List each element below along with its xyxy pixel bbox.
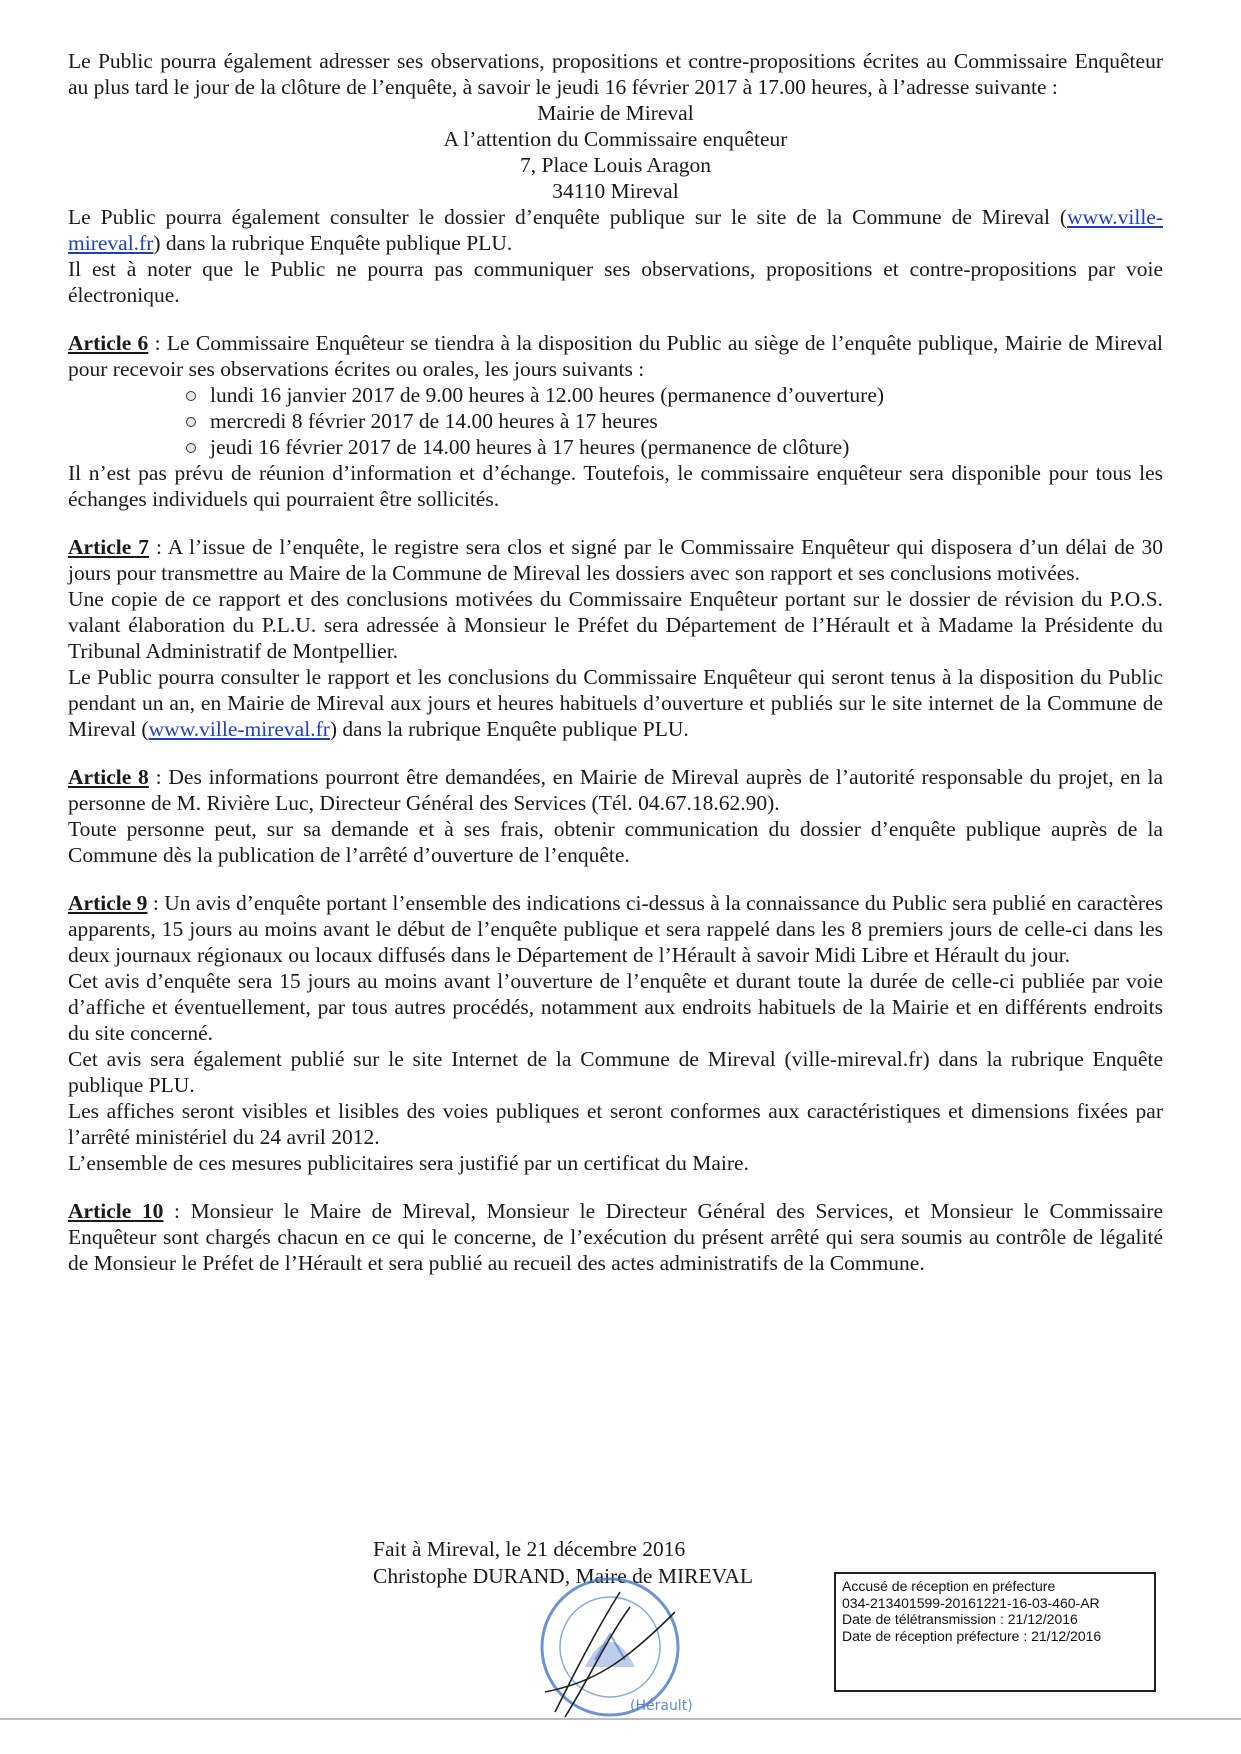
receipt-line-1: Accusé de réception en préfecture (842, 1578, 1056, 1594)
address-line-4: 34110 Mireval (552, 179, 679, 203)
consult-paragraph (68, 204, 1163, 256)
place-date: Fait à Mireval, le 21 décembre 2016 (373, 1537, 686, 1561)
bullet-icon (186, 443, 196, 453)
article-9-p3: Cet avis sera également publié sur le site Internet de la Commune de Mireval (ville-mireval.fr) dans la rubrique Enquête publique PLU. (68, 1047, 1163, 1097)
article-9-p5: L’ensemble de ces mesures publicitaires sera justifié par un certificat du Maire. (68, 1151, 749, 1175)
bullet-icon (186, 417, 196, 427)
receipt-line-4: Date de réception préfecture : 21/12/2016 (842, 1627, 1102, 1644)
bullet-icon (186, 391, 196, 401)
article-8-text: : Des informations pourront être demandées, en Mairie de Mireval auprès de l’autorité responsable du projet, en la personne de M. Rivière Luc, Directeur Général des Services (Tél. 04.67.18.62.90). (68, 765, 1163, 815)
signer-name: Christophe DURAND, Maire de MIREVAL (373, 1564, 753, 1588)
article-8-title: Article 8 (68, 765, 149, 789)
article-9-title: Article 9 (68, 891, 148, 915)
list-item (186, 434, 1163, 460)
article-10-paragraph (68, 1198, 1163, 1276)
consult-text-before: Le Public pourra également consulter le dossier d’enquête publique sur le site de la Commune de Mireval ( (68, 205, 1068, 229)
spacer (68, 868, 1163, 890)
article-7-title: Article 7 (68, 535, 149, 559)
article-9-paragraph (68, 890, 1163, 968)
article-7-paragraph (68, 534, 1163, 586)
article-9-text: : Un avis d’enquête portant l’ensemble des indications ci-dessus à la connaissance du Public sera publié en caractères apparents, 15 jours au moins avant le début de l’enquête publique et sera rappelé dans les 8 premiers jours de celle-ci dans les deux journaux régionaux ou locaux diffusés dans le Département de l’Hérault à savoir Midi Libre et Hérault du jour. (68, 891, 1163, 967)
article-10-title: Article 10 (68, 1199, 164, 1223)
article-9-p4: Les affiches seront visibles et lisibles des voies publiques et seront conformes aux caractéristiques et dimensions fixées par l’arrêté ministériel du 24 avril 2012. (68, 1099, 1163, 1149)
address-block (68, 100, 1163, 204)
consult-text-after: ) dans la rubrique Enquête publique PLU. (153, 231, 513, 255)
article-7-p2: Une copie de ce rapport et des conclusions motivées du Commissaire Enquêteur portant sur le dossier de révision du P.O.S. valant élaboration du P.L.U. sera adressée à Monsieur le Préfet du Département de l’Hérault et à Madame la Présidente du Tribunal Administratif de Montpellier. (68, 587, 1163, 663)
article-7-p3-before: Le Public pourra consulter le rapport et les conclusions du Commissaire Enquêteur qui seront tenus à la disposition du Public pendant un an, en Mairie de Mireval aux jours et heures habituels d’ouverture et publiés sur le site internet de la Commune de Mireval ( (68, 665, 1163, 741)
article-6-title: Article 6 (68, 331, 149, 355)
article-7-p3-after: ) dans la rubrique Enquête publique PLU. (329, 717, 689, 741)
page-bottom-rule (0, 1718, 1241, 1720)
list-item (186, 408, 1163, 434)
permanence-day-2: mercredi 8 février 2017 de 14.00 heures à 17 heures (210, 409, 658, 433)
website-link-2[interactable]: www.ville-mireval.fr (148, 717, 330, 741)
article-7-text: : A l’issue de l’enquête, le registre sera clos et signé par le Commissaire Enquêteur qui disposera d’un délai de 30 jours pour transmettre au Maire de la Commune de Mireval les dossiers avec son rapport et ses conclusions motivées. (68, 535, 1163, 585)
permanence-list (68, 382, 1163, 460)
list-item (186, 382, 1163, 408)
article-6-after: Il n’est pas prévu de réunion d’information et d’échange. Toutefois, le commissaire enquêteur sera disponible pour tous les échanges individuels qui pourraient être sollicités. (68, 461, 1163, 511)
spacer (68, 1176, 1163, 1198)
article-7-p3 (68, 664, 1163, 742)
prefecture-receipt-box (834, 1572, 1156, 1692)
spacer (68, 512, 1163, 534)
article-6-text: : Le Commissaire Enquêteur se tiendra à la disposition du Public au siège de l’enquête publique, Mairie de Mireval pour recevoir ses observations écrites ou orales, les jours suivants : (68, 331, 1163, 381)
article-8-p2: Toute personne peut, sur sa demande et à ses frais, obtenir communication du dossier d’enquête publique auprès de la Commune dès la publication de l’arrêté d’ouverture de l’enquête. (68, 817, 1163, 867)
spacer (68, 742, 1163, 764)
address-line-3: 7, Place Louis Aragon (519, 153, 712, 177)
permanence-day-1: lundi 16 janvier 2017 de 9.00 heures à 12.00 heures (permanence d’ouverture) (210, 383, 885, 407)
address-line-2: A l’attention du Commissaire enquêteur (443, 127, 788, 151)
spacer (68, 308, 1163, 330)
receipt-line-3: Date de télétransmission : 21/12/2016 (842, 1611, 1078, 1627)
no-email-paragraph: Il est à noter que le Public ne pourra pas communiquer ses observations, propositions et contre-propositions par voie électronique. (68, 257, 1163, 307)
intro-paragraph: Le Public pourra également adresser ses observations, propositions et contre-propositions écrites au Commissaire Enquêteur au plus tard le jour de la clôture de l’enquête, à savoir le jeudi 16 février 2017 à 17.00 heures, à l’adresse suivante : (68, 49, 1163, 99)
receipt-line-2: 034-213401599-20161221-16-03-460-AR (842, 1594, 1100, 1611)
stamp-label: (Hérault) (630, 1698, 693, 1714)
website-link[interactable]: www.ville-mireval.fr (68, 205, 1163, 255)
permanence-day-3: jeudi 16 février 2017 de 14.00 heures à 17 heures (permanence de clôture) (210, 435, 850, 459)
address-line-1: Mairie de Mireval (537, 101, 694, 125)
article-9-p2: Cet avis d’enquête sera 15 jours au moins avant l’ouverture de l’enquête et durant toute la durée de celle-ci publiée par voie d’affiche et éventuellement, par tous autres procédés, notamment aux endroits habituels de la Mairie et en différents endroits du site concerné. (68, 969, 1163, 1045)
mairie-stamp-icon (535, 1572, 693, 1722)
article-8-paragraph (68, 764, 1163, 816)
document-page (68, 48, 1163, 1276)
article-6-paragraph (68, 330, 1163, 382)
article-10-text: : Monsieur le Maire de Mireval, Monsieur le Directeur Général des Services, et Monsieur le Commissaire Enquêteur sont chargés chacun en ce qui le concerne, de l’exécution du présent arrêté qui sera soumis au contrôle de légalité de Monsieur le Préfet de l’Hérault et sera publié au recueil des actes administratifs de la Commune. (68, 1199, 1163, 1275)
